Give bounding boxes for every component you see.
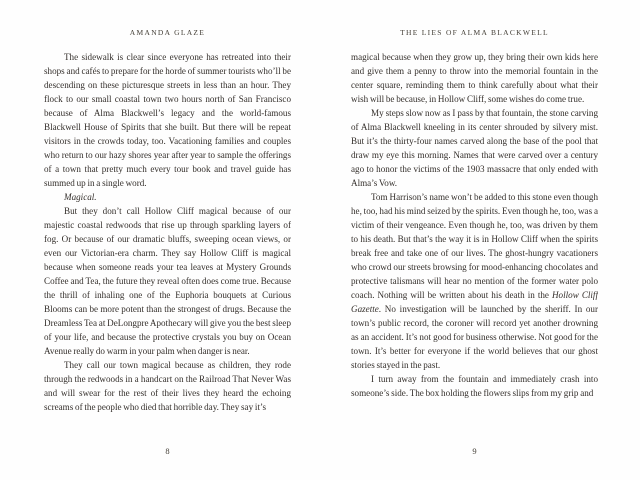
body-text: . No investigation will be launched by the sheriff. In our town’s public record, the coroner will record yet another drowning as an accident. It’s not good for business otherwise. Not good for the town. It’s better for everyone if the world believes that our ghost stories stayed in the past. (351, 304, 598, 370)
paragraph (44, 204, 291, 358)
body-text: magical because when they grow up, they bring their own kids here and give them a penny to throw into the memorial fountain in the center square, reminding them to think carefully about what their wish will be because, in Hollow Cliff, some wishes do come true. (351, 52, 598, 104)
left-page (44, 0, 291, 480)
paragraph (44, 358, 291, 414)
paragraph (44, 50, 291, 190)
left-page-number: 8 (165, 446, 170, 456)
right-page (351, 0, 598, 480)
paragraph (351, 190, 598, 372)
body-text: Tom Harrison’s name won’t be added to this stone even though he, too, had his mind seized by the spirits. Even though he, too, was a victim of their vengeance. Even though he, too, was driven by them to his death. But that’s the way it is in Hollow Cliff when the spirits break free and take one of our lives. The ghost-hungry vacationers who crowd our streets browsing for mood-enhancing chocolates and protective talismans will hear no mention of the former water polo coach. Nothing will be written about his death in the (351, 192, 598, 300)
paragraph (44, 190, 291, 204)
body-text: But they don’t call Hollow Cliff magical because of our majestic coastal redwoods that rise up through sparkling layers of fog. Or because of our dramatic bluffs, sweeping ocean views, or even our Victorian-era charm. They say Hollow Cliff is magical because when someone reads your tea leaves at Mystery Grounds Coffee and Tea, the future they reveal often does come true. Because the thrill of inhaling one of the Euphoria bouquets at Curious Blooms can be more potent than the strongest of drugs. Because the Dreamless Tea at DeLongpre Apothecary will give you the best sleep of your life, and because the protective crystals you buy on Ocean Avenue really do warm in your palm when danger is near. (44, 206, 291, 356)
body-text: I turn away from the fountain and immediately crash into someone’s side. The box holding the flowers slips from my grip and (351, 374, 598, 398)
body-text: They call our town magical because as children, they rode through the redwoods in a handcart on the Railroad That Never Was and will swear for the rest of their lives they heard the echoing screams of the people who died that horrible day. They say it’s (44, 360, 291, 412)
left-page-body (44, 50, 291, 414)
paragraph (351, 372, 598, 400)
italic-text: Magical. (64, 192, 97, 202)
paragraph (351, 50, 598, 106)
body-text: The sidewalk is clear since everyone has retreated into their shops and cafés to prepare for the horde of summer tourists who’ll be descending on these picturesque streets in less than an hour. They flock to our small coastal town two hours north of San Francisco because of Alma Blackwell’s legacy and the world-famous Blackwell House of Spirits that she built. But there will be repeat visitors in the crowds today, too. Vacationing families and couples who return to our hazy shores year after year to sample the offerings of a town that pretty much every tour book and travel guide has summed up in a single word. (44, 52, 291, 188)
italic-text: Hollow Cliff Gazette (351, 290, 598, 314)
right-page-number: 9 (472, 446, 477, 456)
body-text: My steps slow now as I pass by that fountain, the stone carving of Alma Blackwell kneeling in its center shrouded by silvery mist. But it’s the thirty-four names carved along the base of the pool that draw my eye this morning. Names that were carved over a century ago to honor the victims of the 1903 massacre that only ended with Alma’s Vow. (351, 108, 598, 188)
right-page-body (351, 50, 598, 400)
paragraph (351, 106, 598, 190)
running-header-title: THE LIES OF ALMA BLACKWELL (400, 28, 549, 37)
running-header-author: AMANDA GLAZE (129, 28, 206, 37)
